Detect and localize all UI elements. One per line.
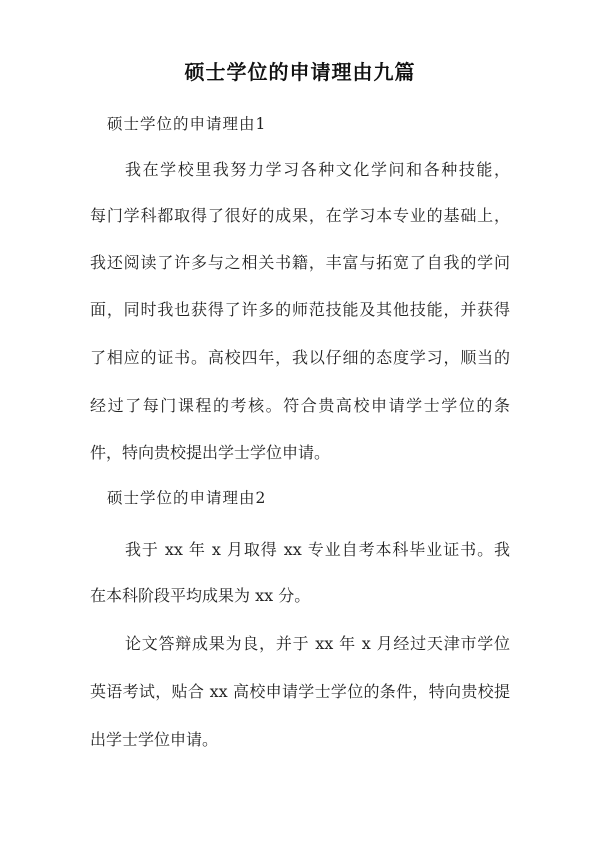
paragraph-line: 出学士学位申请。: [90, 730, 219, 749]
paragraph-line: 每门学科都取得了很好的成果，在学习本专业的基础上，: [90, 206, 510, 225]
paragraph-line: 了相应的证书。高校四年，我以仔细的态度学习，顺当的: [90, 348, 510, 367]
paragraph-line: 经过了每门课程的考核。符合贵高校申请学士学位的条: [90, 396, 510, 415]
paragraph-line: 我在学校里我努力学习各种文化学问和各种技能，: [125, 160, 510, 179]
paragraph-line: 英语考试，贴合 xx 高校申请学士学位的条件，特向贵校提: [90, 682, 510, 701]
document-title: 硕士学位的申请理由九篇: [184, 60, 416, 84]
paragraph-line: 论文答辩成果为良，并于 xx 年 x 月经过天津市学位: [125, 634, 510, 653]
section-heading: 硕士学位的申请理由1: [107, 115, 267, 133]
paragraph-line: 件，特向贵校提出学士学位申请。: [90, 443, 331, 462]
paragraph-line: 面，同时我也获得了许多的师范技能及其他技能，并获得: [90, 300, 510, 319]
section-heading: 硕士学位的申请理由2: [107, 489, 267, 507]
paragraph-line: 我还阅读了许多与之相关书籍，丰富与拓宽了自我的学问: [90, 253, 510, 272]
paragraph-line: 我于 xx 年 x 月取得 xx 专业自考本科毕业证书。我: [125, 540, 510, 559]
paragraph-line: 在本科阶段平均成果为 xx 分。: [90, 586, 311, 605]
